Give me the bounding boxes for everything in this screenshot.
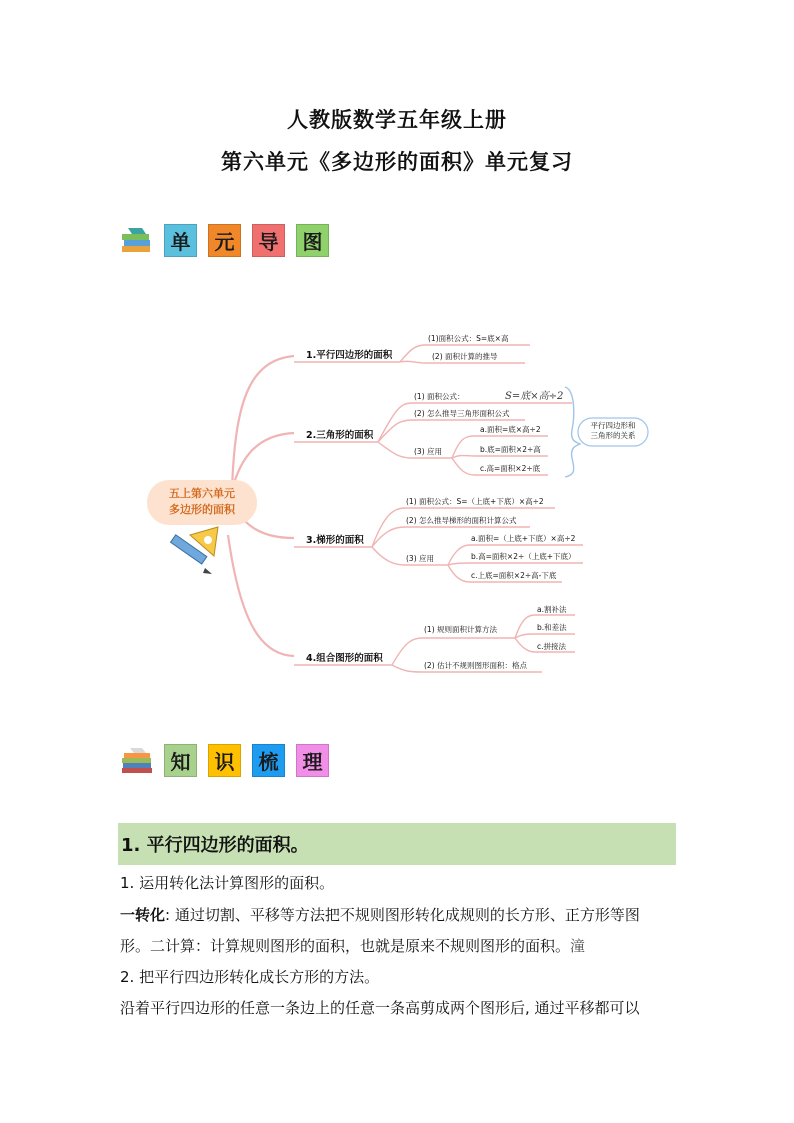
bold-term: 一转化 (120, 906, 166, 924)
banner2-tile-4: 理 (296, 744, 329, 777)
stray-mark: 潼 (570, 937, 586, 955)
branch-2-label: 2.三角形的面积 (306, 430, 374, 441)
b3-item: (1) 面积公式：S=（上底+下底）×高÷2 (406, 497, 544, 506)
b2-app: c.高=面积×2÷底 (480, 464, 541, 473)
b1-item: (2) 面积计算的推导 (432, 352, 498, 361)
paragraph: 1. 运用转化法计算图形的面积。 (120, 874, 335, 892)
banner-tile-4: 图 (296, 224, 329, 257)
b4-method: b.和差法 (537, 623, 567, 632)
banner2-tile-3: 梳 (252, 744, 285, 777)
paragraph: 2. 把平行四边形转化成长方形的方法。 (120, 968, 380, 986)
branch-3-label: 3.梯形的面积 (306, 535, 364, 546)
branch-4-label: 4.组合图形的面积 (306, 653, 383, 664)
banner-tile-3: 导 (252, 224, 285, 257)
paragraph: 形。二计算：计算规则图形的面积，也就是原来不规则图形的面积。潼 (120, 937, 586, 955)
b3-item: (3) 应用 (406, 554, 435, 563)
relation-node: 平行四边形和 三角形的关系 (590, 421, 636, 440)
b3-item: (2) 怎么推导梯形的面积计算公式 (406, 516, 517, 525)
b2-app: b.底=面积×2÷高 (480, 445, 541, 454)
banner-tile-2: 元 (208, 224, 241, 257)
unit-map-banner (120, 224, 340, 257)
b2-formula: S=底×高÷2 (505, 391, 564, 402)
b1-item: (1)面积公式：S=底×高 (428, 334, 509, 343)
knowledge-review-banner (120, 744, 340, 777)
paragraph: 一转化: 通过切割、平移等方法把不规则图形转化成规则的长方形、正方形等图 (120, 906, 640, 924)
b2-app: a.面积=底×高÷2 (480, 425, 541, 434)
b4-method: a.割补法 (537, 605, 567, 614)
b2-item: (1) 面积公式： (414, 392, 465, 401)
section-heading: 1. 平行四边形的面积。 (118, 823, 676, 865)
b3-app: a.面积=（上底+下底）×高÷2 (471, 534, 576, 543)
b4-item: (2) 估计不规则图形面积：格点 (424, 661, 528, 670)
b4-item: (1) 规则面积计算方法 (424, 625, 498, 634)
document-subtitle: 第六单元《多边形的面积》单元复习 (221, 150, 573, 174)
books-icon (120, 746, 154, 776)
b4-method: c.拼接法 (537, 642, 567, 651)
document-title: 人教版数学五年级上册 (287, 108, 507, 132)
banner-tile-1: 单 (164, 224, 197, 257)
b2-item: (2) 怎么推导三角形面积公式 (414, 409, 510, 418)
banner2-tile-1: 知 (164, 744, 197, 777)
books-icon (120, 226, 154, 256)
banner2-tile-2: 识 (208, 744, 241, 777)
b2-item: (3) 应用 (414, 447, 443, 456)
b3-app: c.上底=面积×2÷高-下底 (471, 571, 557, 580)
paragraph: 沿着平行四边形的任意一条边上的任意一条高剪成两个图形后, 通过平移都可以 (120, 999, 640, 1017)
branch-1-label: 1.平行四边形的面积 (306, 350, 393, 361)
center-node: 五上第六单元 多边形的面积 (169, 487, 235, 516)
b3-app: b.高=面积×2÷（上底+下底） (471, 552, 576, 561)
mind-map-labels (0, 320, 794, 680)
